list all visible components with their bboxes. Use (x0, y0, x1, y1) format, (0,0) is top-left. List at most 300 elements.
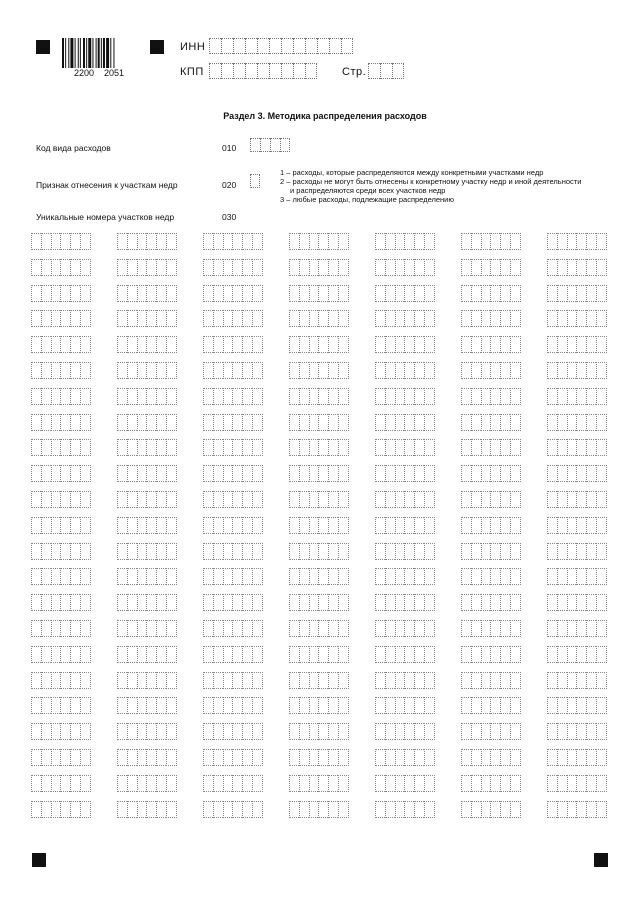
input-cell[interactable] (299, 233, 309, 250)
input-cell[interactable] (299, 775, 309, 792)
input-cell[interactable] (328, 362, 338, 379)
input-cell[interactable] (289, 414, 299, 431)
subsoil-number-field[interactable] (461, 646, 521, 663)
input-cell[interactable] (500, 568, 510, 585)
input-cell[interactable] (500, 646, 510, 663)
input-cell[interactable] (567, 568, 577, 585)
input-cell[interactable] (127, 439, 137, 456)
input-cell[interactable] (203, 594, 213, 611)
input-cell[interactable] (223, 543, 233, 560)
input-cell[interactable] (471, 465, 481, 482)
input-cell[interactable] (338, 543, 349, 560)
page-number-field[interactable] (368, 63, 404, 79)
input-cell[interactable] (51, 465, 61, 482)
input-cell[interactable] (500, 336, 510, 353)
subsoil-number-field[interactable] (547, 568, 607, 585)
input-cell[interactable] (289, 285, 299, 302)
input-cell[interactable] (127, 594, 137, 611)
input-cell[interactable] (500, 543, 510, 560)
input-cell[interactable] (299, 672, 309, 689)
input-cell[interactable] (70, 414, 80, 431)
input-cell[interactable] (547, 775, 557, 792)
subsoil-number-field[interactable] (547, 336, 607, 353)
input-cell[interactable] (414, 697, 424, 714)
input-cell[interactable] (567, 259, 577, 276)
input-cell[interactable] (596, 594, 607, 611)
input-cell[interactable] (117, 749, 127, 766)
subsoil-number-field[interactable] (289, 620, 349, 637)
input-cell[interactable] (567, 465, 577, 482)
input-cell[interactable] (309, 594, 319, 611)
input-cell[interactable] (318, 517, 328, 534)
input-cell[interactable] (424, 620, 435, 637)
input-cell[interactable] (510, 801, 521, 818)
input-cell[interactable] (500, 439, 510, 456)
input-cell[interactable] (328, 259, 338, 276)
input-cell[interactable] (385, 439, 395, 456)
subsoil-number-field[interactable] (375, 285, 435, 302)
input-cell[interactable] (223, 491, 233, 508)
input-cell[interactable] (252, 749, 263, 766)
input-cell[interactable] (596, 568, 607, 585)
input-cell[interactable] (31, 259, 41, 276)
input-cell[interactable] (242, 491, 252, 508)
input-cell[interactable] (471, 594, 481, 611)
input-cell[interactable] (117, 310, 127, 327)
subsoil-number-field[interactable] (289, 310, 349, 327)
input-cell[interactable] (305, 38, 317, 54)
input-cell[interactable] (156, 310, 166, 327)
input-cell[interactable] (404, 568, 414, 585)
input-cell[interactable] (500, 517, 510, 534)
input-cell[interactable] (481, 259, 491, 276)
input-cell[interactable] (404, 646, 414, 663)
subsoil-number-field[interactable] (547, 465, 607, 482)
subsoil-number-field[interactable] (203, 672, 263, 689)
input-cell[interactable] (338, 285, 349, 302)
input-cell[interactable] (223, 362, 233, 379)
input-cell[interactable] (586, 517, 596, 534)
subsoil-number-field[interactable] (461, 414, 521, 431)
input-cell[interactable] (213, 439, 223, 456)
input-cell[interactable] (80, 259, 91, 276)
input-cell[interactable] (127, 775, 137, 792)
input-cell[interactable] (318, 491, 328, 508)
input-cell[interactable] (395, 543, 405, 560)
input-cell[interactable] (375, 491, 385, 508)
subsoil-number-field[interactable] (117, 775, 177, 792)
input-cell[interactable] (41, 543, 51, 560)
input-cell[interactable] (223, 646, 233, 663)
input-cell[interactable] (471, 517, 481, 534)
input-cell[interactable] (567, 336, 577, 353)
subsoil-number-field[interactable] (117, 723, 177, 740)
input-cell[interactable] (586, 749, 596, 766)
input-cell[interactable] (395, 801, 405, 818)
subsoil-number-field[interactable] (547, 517, 607, 534)
input-cell[interactable] (156, 414, 166, 431)
input-cell[interactable] (80, 543, 91, 560)
input-cell[interactable] (80, 310, 91, 327)
subsoil-number-field[interactable] (203, 362, 263, 379)
input-cell[interactable] (80, 749, 91, 766)
input-cell[interactable] (318, 233, 328, 250)
input-cell[interactable] (547, 723, 557, 740)
subsoil-number-field[interactable] (547, 439, 607, 456)
input-cell[interactable] (490, 543, 500, 560)
input-cell[interactable] (586, 543, 596, 560)
input-cell[interactable] (213, 233, 223, 250)
subsoil-number-field[interactable] (461, 310, 521, 327)
input-cell[interactable] (117, 414, 127, 431)
input-cell[interactable] (289, 310, 299, 327)
input-cell[interactable] (299, 646, 309, 663)
input-cell[interactable] (404, 465, 414, 482)
input-cell[interactable] (547, 620, 557, 637)
subsoil-number-field[interactable] (289, 672, 349, 689)
subsoil-number-field[interactable] (203, 723, 263, 740)
input-cell[interactable] (252, 568, 263, 585)
input-cell[interactable] (213, 388, 223, 405)
input-cell[interactable] (117, 620, 127, 637)
input-cell[interactable] (137, 775, 147, 792)
input-cell[interactable] (510, 233, 521, 250)
input-cell[interactable] (146, 414, 156, 431)
input-cell[interactable] (424, 336, 435, 353)
input-cell[interactable] (471, 620, 481, 637)
subsoil-number-field[interactable] (289, 439, 349, 456)
input-cell[interactable] (242, 749, 252, 766)
input-cell[interactable] (471, 336, 481, 353)
input-cell[interactable] (490, 336, 500, 353)
input-cell[interactable] (338, 646, 349, 663)
subsoil-number-field[interactable] (31, 439, 91, 456)
input-cell[interactable] (31, 310, 41, 327)
input-cell[interactable] (404, 362, 414, 379)
input-cell[interactable] (213, 697, 223, 714)
input-cell[interactable] (213, 517, 223, 534)
input-cell[interactable] (461, 672, 471, 689)
input-cell[interactable] (414, 749, 424, 766)
input-cell[interactable] (299, 749, 309, 766)
input-cell[interactable] (395, 362, 405, 379)
subsoil-number-field[interactable] (289, 285, 349, 302)
input-cell[interactable] (547, 388, 557, 405)
subsoil-number-field[interactable] (203, 543, 263, 560)
input-cell[interactable] (60, 388, 70, 405)
input-cell[interactable] (490, 362, 500, 379)
input-cell[interactable] (596, 362, 607, 379)
input-cell[interactable] (242, 285, 252, 302)
input-cell[interactable] (70, 620, 80, 637)
input-cell[interactable] (252, 233, 263, 250)
input-cell[interactable] (341, 38, 353, 54)
input-cell[interactable] (596, 491, 607, 508)
input-cell[interactable] (510, 697, 521, 714)
input-cell[interactable] (576, 517, 586, 534)
subsoil-number-field[interactable] (375, 594, 435, 611)
input-cell[interactable] (385, 362, 395, 379)
input-cell[interactable] (213, 594, 223, 611)
input-cell[interactable] (60, 414, 70, 431)
input-cell[interactable] (586, 439, 596, 456)
input-cell[interactable] (547, 233, 557, 250)
input-cell[interactable] (80, 775, 91, 792)
input-cell[interactable] (252, 672, 263, 689)
input-cell[interactable] (166, 310, 177, 327)
input-cell[interactable] (41, 697, 51, 714)
input-cell[interactable] (137, 801, 147, 818)
input-cell[interactable] (70, 672, 80, 689)
input-cell[interactable] (481, 620, 491, 637)
input-cell[interactable] (481, 646, 491, 663)
input-cell[interactable] (166, 775, 177, 792)
input-cell[interactable] (586, 491, 596, 508)
input-cell[interactable] (31, 697, 41, 714)
input-cell[interactable] (252, 465, 263, 482)
input-cell[interactable] (424, 465, 435, 482)
input-cell[interactable] (60, 568, 70, 585)
input-cell[interactable] (289, 723, 299, 740)
subsoil-number-field[interactable] (31, 465, 91, 482)
input-cell[interactable] (127, 723, 137, 740)
subsoil-number-field[interactable] (117, 388, 177, 405)
input-cell[interactable] (490, 749, 500, 766)
input-cell[interactable] (117, 362, 127, 379)
input-cell[interactable] (60, 723, 70, 740)
input-cell[interactable] (385, 775, 395, 792)
input-cell[interactable] (557, 465, 567, 482)
input-cell[interactable] (586, 233, 596, 250)
input-cell[interactable] (41, 414, 51, 431)
input-cell[interactable] (461, 285, 471, 302)
input-cell[interactable] (500, 620, 510, 637)
input-cell[interactable] (461, 646, 471, 663)
input-cell[interactable] (31, 620, 41, 637)
input-cell[interactable] (137, 543, 147, 560)
input-cell[interactable] (70, 543, 80, 560)
input-cell[interactable] (510, 620, 521, 637)
input-cell[interactable] (252, 620, 263, 637)
input-cell[interactable] (41, 620, 51, 637)
input-cell[interactable] (51, 362, 61, 379)
input-cell[interactable] (156, 568, 166, 585)
subsoil-number-field[interactable] (117, 491, 177, 508)
input-cell[interactable] (471, 723, 481, 740)
input-cell[interactable] (596, 465, 607, 482)
input-cell[interactable] (586, 697, 596, 714)
input-cell[interactable] (404, 517, 414, 534)
input-cell[interactable] (70, 568, 80, 585)
input-cell[interactable] (309, 259, 319, 276)
input-cell[interactable] (309, 233, 319, 250)
input-cell[interactable] (567, 672, 577, 689)
input-cell[interactable] (510, 310, 521, 327)
input-cell[interactable] (338, 362, 349, 379)
input-cell[interactable] (414, 801, 424, 818)
input-cell[interactable] (80, 620, 91, 637)
input-cell[interactable] (31, 336, 41, 353)
input-cell[interactable] (404, 620, 414, 637)
input-cell[interactable] (395, 749, 405, 766)
input-cell[interactable] (586, 646, 596, 663)
input-cell[interactable] (213, 362, 223, 379)
input-cell[interactable] (328, 491, 338, 508)
input-cell[interactable] (567, 594, 577, 611)
input-cell[interactable] (213, 310, 223, 327)
input-cell[interactable] (328, 775, 338, 792)
input-cell[interactable] (490, 594, 500, 611)
subsoil-number-field[interactable] (375, 672, 435, 689)
input-cell[interactable] (375, 697, 385, 714)
input-cell[interactable] (289, 568, 299, 585)
input-cell[interactable] (242, 672, 252, 689)
input-cell[interactable] (70, 285, 80, 302)
input-cell[interactable] (242, 801, 252, 818)
input-cell[interactable] (510, 336, 521, 353)
input-cell[interactable] (576, 259, 586, 276)
input-cell[interactable] (309, 517, 319, 534)
subsoil-number-field[interactable] (289, 543, 349, 560)
input-cell[interactable] (461, 259, 471, 276)
subsoil-number-field[interactable] (547, 620, 607, 637)
input-cell[interactable] (203, 336, 213, 353)
input-cell[interactable] (395, 491, 405, 508)
input-cell[interactable] (137, 285, 147, 302)
input-cell[interactable] (510, 749, 521, 766)
subsoil-number-field[interactable] (117, 259, 177, 276)
subsoil-number-field[interactable] (117, 620, 177, 637)
input-cell[interactable] (252, 285, 263, 302)
input-cell[interactable] (510, 723, 521, 740)
input-cell[interactable] (137, 491, 147, 508)
subsoil-number-field[interactable] (203, 388, 263, 405)
input-cell[interactable] (328, 517, 338, 534)
input-cell[interactable] (117, 233, 127, 250)
subsoil-number-field[interactable] (289, 775, 349, 792)
input-cell[interactable] (471, 233, 481, 250)
input-cell[interactable] (31, 801, 41, 818)
subsoil-number-field[interactable] (461, 465, 521, 482)
input-cell[interactable] (471, 259, 481, 276)
input-cell[interactable] (252, 594, 263, 611)
input-cell[interactable] (166, 749, 177, 766)
input-cell[interactable] (576, 388, 586, 405)
subsoil-number-field[interactable] (117, 465, 177, 482)
input-cell[interactable] (318, 749, 328, 766)
input-cell[interactable] (242, 362, 252, 379)
input-cell[interactable] (41, 801, 51, 818)
input-cell[interactable] (596, 775, 607, 792)
subsoil-number-field[interactable] (289, 749, 349, 766)
input-cell[interactable] (461, 594, 471, 611)
input-cell[interactable] (586, 336, 596, 353)
input-cell[interactable] (500, 310, 510, 327)
input-cell[interactable] (232, 362, 242, 379)
input-cell[interactable] (41, 310, 51, 327)
input-cell[interactable] (127, 388, 137, 405)
input-cell[interactable] (203, 620, 213, 637)
input-cell[interactable] (51, 388, 61, 405)
input-cell[interactable] (576, 310, 586, 327)
input-cell[interactable] (395, 388, 405, 405)
input-cell[interactable] (41, 749, 51, 766)
input-cell[interactable] (375, 749, 385, 766)
input-cell[interactable] (586, 775, 596, 792)
input-cell[interactable] (490, 388, 500, 405)
subsoil-number-field[interactable] (31, 749, 91, 766)
input-cell[interactable] (252, 517, 263, 534)
input-cell[interactable] (203, 259, 213, 276)
input-cell[interactable] (137, 749, 147, 766)
input-cell[interactable] (567, 697, 577, 714)
input-cell[interactable] (232, 259, 242, 276)
input-cell[interactable] (242, 439, 252, 456)
input-cell[interactable] (156, 465, 166, 482)
input-cell[interactable] (395, 646, 405, 663)
input-cell[interactable] (567, 620, 577, 637)
input-cell[interactable] (260, 138, 270, 152)
input-cell[interactable] (338, 233, 349, 250)
input-cell[interactable] (51, 543, 61, 560)
input-cell[interactable] (41, 336, 51, 353)
input-cell[interactable] (309, 310, 319, 327)
input-cell[interactable] (567, 285, 577, 302)
input-cell[interactable] (414, 543, 424, 560)
subsoil-number-field[interactable] (547, 259, 607, 276)
input-cell[interactable] (60, 775, 70, 792)
input-cell[interactable] (203, 723, 213, 740)
subsoil-number-field[interactable] (461, 259, 521, 276)
input-cell[interactable] (500, 491, 510, 508)
subsoil-number-field[interactable] (547, 388, 607, 405)
input-cell[interactable] (500, 414, 510, 431)
input-cell[interactable] (242, 723, 252, 740)
input-cell[interactable] (481, 775, 491, 792)
input-cell[interactable] (289, 646, 299, 663)
input-cell[interactable] (586, 285, 596, 302)
input-cell[interactable] (576, 465, 586, 482)
input-cell[interactable] (299, 310, 309, 327)
input-cell[interactable] (299, 414, 309, 431)
input-cell[interactable] (567, 491, 577, 508)
input-cell[interactable] (223, 517, 233, 534)
subsoil-number-field[interactable] (31, 672, 91, 689)
input-cell[interactable] (490, 723, 500, 740)
input-cell[interactable] (60, 491, 70, 508)
input-cell[interactable] (245, 38, 257, 54)
input-cell[interactable] (557, 543, 567, 560)
input-cell[interactable] (299, 388, 309, 405)
input-cell[interactable] (166, 439, 177, 456)
input-cell[interactable] (557, 723, 567, 740)
input-cell[interactable] (289, 620, 299, 637)
input-cell[interactable] (117, 697, 127, 714)
subsoil-number-field[interactable] (31, 414, 91, 431)
input-cell[interactable] (223, 439, 233, 456)
input-cell[interactable] (156, 388, 166, 405)
subsoil-number-field[interactable] (461, 775, 521, 792)
input-cell[interactable] (146, 439, 156, 456)
input-cell[interactable] (41, 517, 51, 534)
input-cell[interactable] (223, 672, 233, 689)
input-cell[interactable] (318, 672, 328, 689)
input-cell[interactable] (375, 439, 385, 456)
input-cell[interactable] (596, 310, 607, 327)
subsoil-number-field[interactable] (289, 801, 349, 818)
input-cell[interactable] (60, 233, 70, 250)
input-cell[interactable] (414, 414, 424, 431)
